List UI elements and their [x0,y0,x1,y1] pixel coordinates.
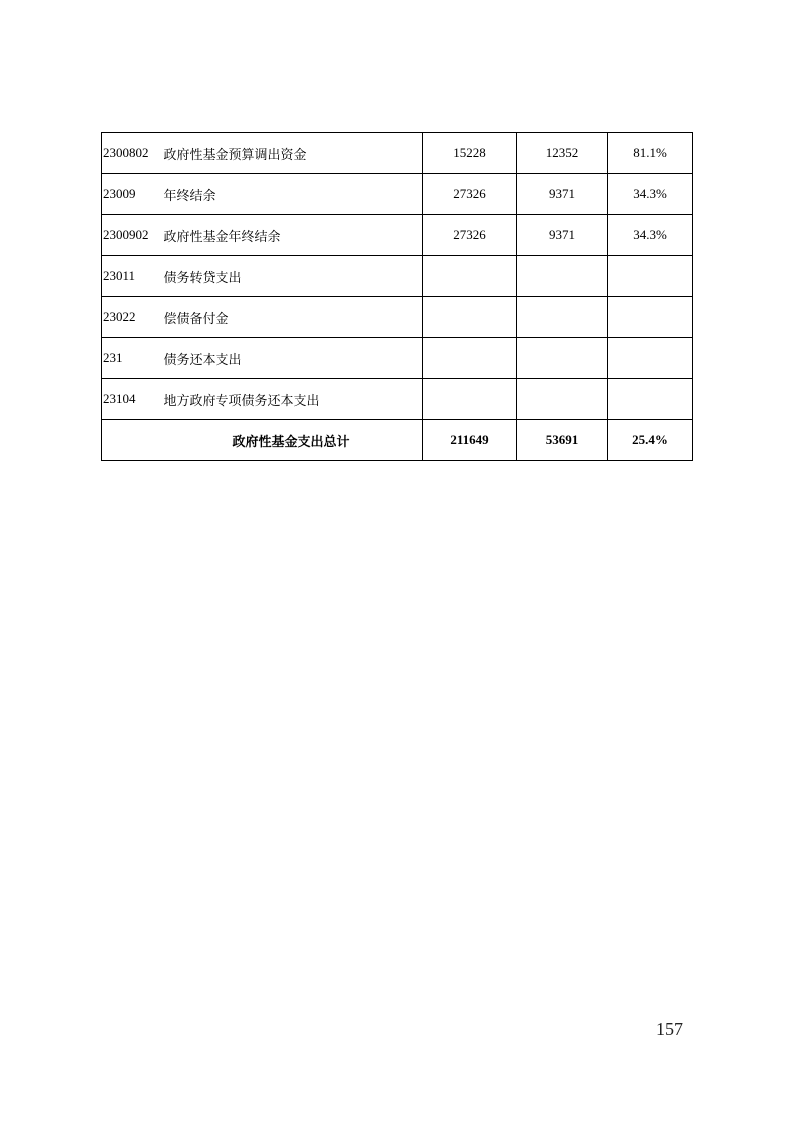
budget-value [423,297,517,338]
total-label: 政府性基金支出总计 [102,420,423,461]
budget-value: 27326 [423,215,517,256]
item-code: 2300902 [102,215,161,256]
fund-expenditure-table [101,132,693,461]
table-row [102,215,693,256]
budget-value [423,338,517,379]
percent-value [608,379,693,420]
total-percent-value: 25.4% [608,420,693,461]
total-actual-value: 53691 [517,420,608,461]
actual-value [517,297,608,338]
budget-value: 15228 [423,133,517,174]
percent-value [608,256,693,297]
actual-value: 9371 [517,215,608,256]
item-code: 23104 [102,379,161,420]
item-name: 年终结余 [161,174,423,215]
page-number: 157 [656,1019,683,1039]
item-code: 231 [102,338,161,379]
budget-value: 27326 [423,174,517,215]
item-name: 偿债备付金 [161,297,423,338]
actual-value: 12352 [517,133,608,174]
table-row [102,338,693,379]
table-row [102,256,693,297]
item-name: 债务转贷支出 [161,256,423,297]
item-name: 政府性基金年终结余 [161,215,423,256]
item-name: 政府性基金预算调出资金 [161,133,423,174]
item-code: 23022 [102,297,161,338]
table-row [102,297,693,338]
table-row [102,133,693,174]
actual-value [517,338,608,379]
actual-value [517,379,608,420]
percent-value: 81.1% [608,133,693,174]
percent-value [608,338,693,379]
item-name: 债务还本支出 [161,338,423,379]
item-code: 23009 [102,174,161,215]
total-row [102,420,693,461]
percent-value: 34.3% [608,174,693,215]
item-code: 23011 [102,256,161,297]
budget-value [423,379,517,420]
table-row [102,174,693,215]
budget-value [423,256,517,297]
total-budget-value: 211649 [423,420,517,461]
item-code: 2300802 [102,133,161,174]
percent-value [608,297,693,338]
percent-value: 34.3% [608,215,693,256]
actual-value: 9371 [517,174,608,215]
table-row [102,379,693,420]
item-name: 地方政府专项债务还本支出 [161,379,423,420]
actual-value [517,256,608,297]
